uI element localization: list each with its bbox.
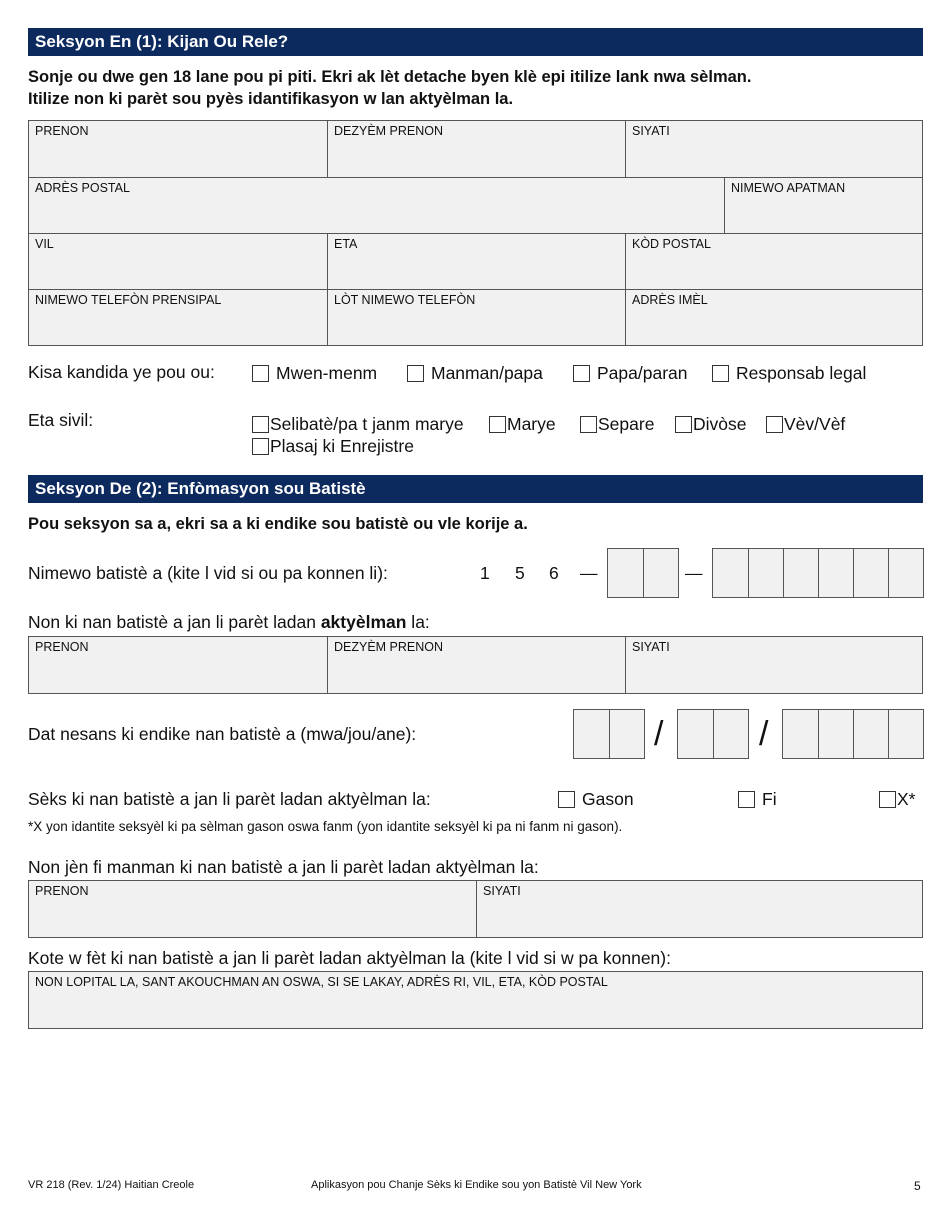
zip-field[interactable] — [625, 234, 922, 289]
guardian-checkbox[interactable] — [712, 365, 729, 382]
cert-digit-box[interactable] — [608, 549, 643, 597]
option-widowed[interactable] — [766, 413, 845, 435]
mother-first-name-input[interactable] — [35, 909, 470, 931]
option-separated[interactable] — [580, 413, 654, 435]
cert-digit-box[interactable] — [748, 549, 783, 597]
state-field[interactable] — [327, 234, 625, 289]
dob-slash-2: / — [759, 715, 769, 753]
state-input[interactable] — [334, 261, 619, 283]
primary-phone-label: NIMEWO TELEFÒN PRENSIPAL — [35, 293, 222, 307]
cert-prefix-digit-1: 1 — [480, 563, 490, 583]
cert-digit-box[interactable] — [643, 549, 678, 597]
self-checkbox[interactable] — [252, 365, 269, 382]
middle-name-field[interactable] — [327, 121, 625, 177]
dob-digit-box[interactable] — [888, 710, 923, 758]
male-checkbox[interactable] — [558, 791, 575, 808]
birthplace-grid — [28, 971, 923, 1029]
email-label: ADRÈS IMÈL — [632, 293, 708, 307]
option-divorced-label: Divòse — [693, 414, 747, 434]
footer-form-id: VR 218 (Rev. 1/24) Haitian Creole — [28, 1179, 195, 1191]
mother-name-label: Non jèn fi manman ki nan batistè a jan li parèt ladan aktyèlman la: — [28, 857, 539, 877]
option-domestic-partnership[interactable] — [252, 435, 414, 457]
cert-first-name-label: PRENON — [35, 640, 89, 654]
cert-last-name-input[interactable] — [632, 665, 916, 687]
option-guardian-label: Responsab legal — [736, 363, 867, 383]
mother-last-name-field[interactable] — [476, 881, 922, 937]
section2-header: Seksyon De (2): Enfòmasyon sou Batistè — [28, 475, 923, 503]
footer-page-number: 5 — [914, 1179, 921, 1193]
option-domestic-partnership-label: Plasaj ki Enrejistre — [270, 436, 414, 456]
instruction-line-2: Itilize non ki parèt sou pyès idantifikasyon w lan aktyèlman la. — [28, 90, 514, 108]
mother-name-row — [29, 881, 922, 937]
middle-name-input[interactable] — [334, 149, 619, 171]
cert-number-label: Nimewo batistè a (kite l vid si ou pa konnen li): — [28, 563, 388, 583]
domestic-partnership-checkbox[interactable] — [252, 438, 269, 455]
option-male[interactable] — [558, 788, 634, 810]
dob-digit-box[interactable] — [713, 710, 748, 758]
city-row — [29, 233, 922, 289]
option-widowed-label: Vèv/Vèf — [784, 414, 846, 434]
apartment-label: NIMEWO APATMAN — [731, 181, 846, 195]
option-female[interactable] — [738, 788, 777, 810]
current-name-label-pre: Non ki nan batistè a jan li parèt ladan — [28, 612, 321, 632]
primary-phone-field[interactable] — [29, 290, 327, 345]
other-phone-label: LÒT NIMEWO TELEFÒN — [334, 293, 476, 307]
option-single[interactable] — [252, 413, 464, 435]
option-married-label: Marye — [507, 414, 556, 434]
applicant-info-grid — [28, 120, 923, 346]
last-name-label: SIYATI — [632, 124, 670, 138]
dob-digit-box[interactable] — [574, 710, 609, 758]
cert-number-part2[interactable] — [712, 548, 924, 598]
dob-label: Dat nesans ki endike nan batistè a (mwa/jou/ane): — [28, 724, 417, 744]
mother-last-name-input[interactable] — [483, 909, 916, 931]
cert-digit-box[interactable] — [713, 549, 748, 597]
option-divorced[interactable] — [675, 413, 747, 435]
single-checkbox[interactable] — [252, 416, 269, 433]
cert-middle-name-input[interactable] — [334, 665, 619, 687]
current-name-label-post: la: — [406, 612, 430, 632]
city-input[interactable] — [35, 261, 321, 283]
first-name-label: PRENON — [35, 124, 89, 138]
primary-phone-input[interactable] — [35, 317, 321, 339]
cert-digit-box[interactable] — [818, 549, 853, 597]
cert-digit-box[interactable] — [783, 549, 818, 597]
dob-month[interactable] — [573, 709, 645, 759]
zip-input[interactable] — [632, 261, 916, 283]
option-guardian[interactable] — [712, 362, 866, 384]
state-label: ETA — [334, 237, 358, 251]
current-name-label — [28, 611, 430, 633]
current-name-row — [29, 637, 922, 693]
email-field[interactable] — [625, 290, 922, 345]
married-checkbox[interactable] — [489, 416, 506, 433]
first-name-field[interactable] — [29, 121, 327, 177]
cert-middle-name-field[interactable] — [327, 637, 625, 693]
sex-footnote: *X yon idantite seksyèl ki pa sèlman gason oswa fanm (yon idantite seksyèl ki pa ni fanm ni gason). — [28, 819, 623, 834]
cert-first-name-input[interactable] — [35, 665, 321, 687]
parent-checkbox[interactable] — [573, 365, 590, 382]
cert-last-name-label: SIYATI — [632, 640, 670, 654]
mother-last-name-label: SIYATI — [483, 884, 521, 898]
current-name-grid — [28, 636, 923, 694]
first-name-input[interactable] — [35, 149, 321, 171]
other-phone-field[interactable] — [327, 290, 625, 345]
footer-title: Aplikasyon pou Chanje Sèks ki Endike sou yon Batistè Vil New York — [311, 1179, 642, 1191]
dob-year[interactable] — [782, 709, 924, 759]
mother-first-name-field[interactable] — [29, 881, 476, 937]
sex-label: Sèks ki nan batistè a jan li parèt ladan aktyèlman la: — [28, 789, 431, 809]
dob-digit-box[interactable] — [678, 710, 713, 758]
cert-number-part1[interactable] — [607, 548, 679, 598]
option-mother-father[interactable] — [407, 362, 543, 384]
cert-prefix-digit-3: 6 — [549, 563, 559, 583]
city-field[interactable] — [29, 234, 327, 289]
last-name-input[interactable] — [632, 149, 916, 171]
email-input[interactable] — [632, 317, 916, 339]
option-mother-father-label: Manman/papa — [431, 363, 543, 383]
other-phone-input[interactable] — [334, 317, 619, 339]
option-x-label: X* — [897, 789, 916, 809]
cert-first-name-field[interactable] — [29, 637, 327, 693]
option-self-label: Mwen-menm — [276, 363, 378, 383]
cert-middle-name-label: DEZYÈM PRENON — [334, 640, 444, 654]
option-married[interactable] — [489, 413, 556, 435]
zip-label: KÒD POSTAL — [632, 237, 711, 251]
dob-digit-box[interactable] — [853, 710, 888, 758]
option-male-label: Gason — [582, 789, 634, 809]
dob-digit-box[interactable] — [609, 710, 644, 758]
marital-status-label: Eta sivil: — [28, 410, 94, 430]
cert-dash-1: — — [580, 563, 598, 583]
instruction-line-1: Sonje ou dwe gen 18 lane pou pi piti. Ekri ak lèt detache byen klè epi itilize lank nwa sèlman. — [28, 68, 752, 86]
birthplace-input[interactable] — [35, 1000, 916, 1022]
birthplace-row — [29, 972, 922, 1028]
birthplace-field-label: NON LOPITAL LA, SANT AKOUCHMAN AN OSWA, SI SE LAKAY, ADRÈS RI, VIL, ETA, KÒD POSTAL — [35, 975, 608, 989]
section1-instructions — [28, 66, 923, 110]
apartment-field[interactable] — [724, 178, 922, 233]
option-female-label: Fi — [762, 789, 777, 809]
last-name-field[interactable] — [625, 121, 922, 177]
mailing-address-label: ADRÈS POSTAL — [35, 181, 130, 195]
female-checkbox[interactable] — [738, 791, 755, 808]
address-row — [29, 177, 922, 233]
mother-first-name-label: PRENON — [35, 884, 89, 898]
city-label: VIL — [35, 237, 54, 251]
dob-slash-1: / — [654, 715, 664, 753]
section2-instruction: Pou seksyon sa a, ekri sa a ki endike sou batistè ou vle korije a. — [28, 515, 528, 533]
cert-last-name-field[interactable] — [625, 637, 922, 693]
option-parent-label: Papa/paran — [597, 363, 688, 383]
option-self[interactable] — [252, 362, 377, 384]
option-x[interactable] — [879, 788, 915, 810]
contact-row — [29, 289, 922, 345]
applicant-question: Kisa kandida ye pou ou: — [28, 362, 215, 382]
x-checkbox[interactable] — [879, 791, 896, 808]
option-separated-label: Separe — [598, 414, 655, 434]
cert-dash-2: — — [685, 563, 703, 583]
cert-digit-box[interactable] — [853, 549, 888, 597]
cert-prefix-digit-2: 5 — [515, 563, 525, 583]
separated-checkbox[interactable] — [580, 416, 597, 433]
mailing-address-field[interactable] — [29, 178, 724, 233]
dob-day[interactable] — [677, 709, 749, 759]
dob-digit-box[interactable] — [783, 710, 818, 758]
widowed-checkbox[interactable] — [766, 416, 783, 433]
mother-father-checkbox[interactable] — [407, 365, 424, 382]
divorced-checkbox[interactable] — [675, 416, 692, 433]
option-parent[interactable] — [573, 362, 688, 384]
section1-header: Seksyon En (1): Kijan Ou Rele? — [28, 28, 923, 56]
name-row — [29, 121, 922, 177]
dob-digit-box[interactable] — [818, 710, 853, 758]
cert-digit-box[interactable] — [888, 549, 923, 597]
birthplace-label: Kote w fèt ki nan batistè a jan li parèt ladan aktyèlman la (kite l vid si w pa konnen): — [28, 948, 671, 968]
option-single-label: Selibatè/pa t janm marye — [270, 414, 464, 434]
mother-name-grid — [28, 880, 923, 938]
current-name-label-bold: aktyèlman — [320, 612, 407, 632]
mailing-address-input[interactable] — [35, 205, 718, 227]
apartment-input[interactable] — [731, 205, 916, 227]
birthplace-field[interactable] — [29, 972, 922, 1028]
middle-name-label: DEZYÈM PRENON — [334, 124, 444, 138]
